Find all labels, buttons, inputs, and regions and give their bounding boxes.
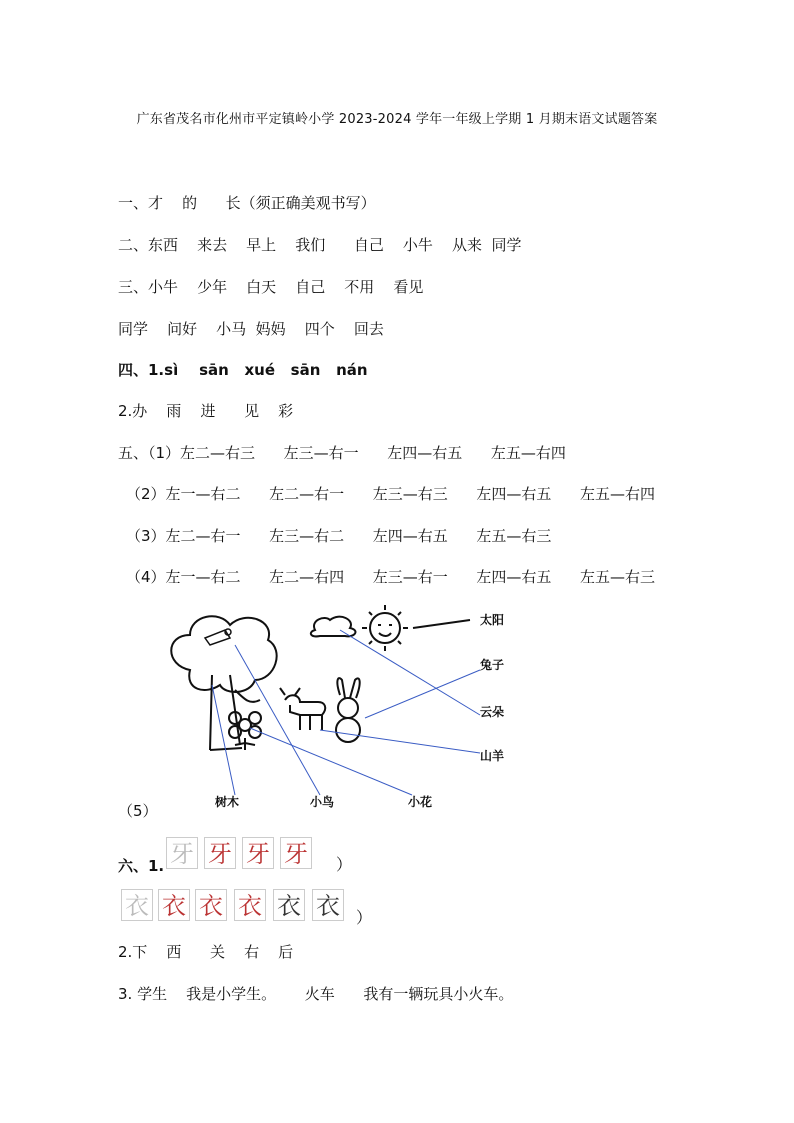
answer-section-3-cont: 同学 问好 小马 妈妈 四个 回去 <box>118 320 384 338</box>
sun-drawing <box>362 605 408 651</box>
page-title: 广东省茂名市化州市平定镇岭小学 2023-2024 学年一年级上学期 1 月期末语文试题答案 <box>136 112 658 127</box>
stroke-ya-1: 牙 <box>166 837 198 869</box>
stroke-ya-4: 牙 <box>280 837 312 869</box>
label-bird: 小鸟 <box>310 795 335 809</box>
label-sun: 太阳 <box>480 613 505 627</box>
stroke-yi-5: 衣 <box>273 889 305 921</box>
stroke-ya-3: 牙 <box>242 837 274 869</box>
answer-section-4-2: 2.办 雨 进 见 彩 <box>118 402 294 420</box>
goat-drawing <box>280 688 325 730</box>
answer-section-1: 一、才 的 长（须正确美观书写） <box>118 194 376 212</box>
answer-section-5-2: （2）左一—右二 左二—右一 左三—右三 左四—右五 左五—右四 <box>126 485 655 503</box>
label-goat: 山羊 <box>480 749 505 763</box>
answer-section-5-1: 五、（1）左二—右三 左三—右一 左四—右五 左五—右四 <box>118 444 566 462</box>
label-cloud: 云朵 <box>480 705 505 719</box>
stroke-yi-6: 衣 <box>312 889 344 921</box>
answer-section-5-3: （3）左二—右一 左三—右二 左四—右五 左五—右三 <box>126 527 552 545</box>
answer-section-2: 二、东西 来去 早上 我们 自己 小牛 从来 同学 <box>118 236 522 254</box>
label-flower: 小花 <box>408 795 433 809</box>
label-rabbit: 兔子 <box>480 658 505 672</box>
stroke-yi-2: 衣 <box>158 889 190 921</box>
answer-section-5-4: （4）左一—右二 左二—右四 左三—右一 左四—右五 左五—右三 <box>126 568 655 586</box>
stroke-ya-2: 牙 <box>204 837 236 869</box>
bracket-yi: ） <box>356 908 373 927</box>
answer-section-5-5: （5） <box>118 802 158 820</box>
label-tree: 树木 <box>215 795 240 809</box>
answer-section-6-1: 六、1. <box>118 857 165 875</box>
answer-section-6-2: 2.下 西 关 右 后 <box>118 943 294 961</box>
bird-drawing <box>205 629 231 645</box>
matching-picture <box>150 600 530 825</box>
answer-section-6-3: 3. 学生 我是小学生。 火车 我有一辆玩具小火车。 <box>118 985 514 1003</box>
answer-section-3: 三、小牛 少年 白天 自己 不用 看见 <box>118 278 424 296</box>
stroke-yi-3: 衣 <box>195 889 227 921</box>
bracket-ya: ） <box>336 855 353 874</box>
stroke-yi-1: 衣 <box>121 889 153 921</box>
matching-illustration <box>150 600 530 825</box>
cloud-drawing <box>311 617 356 637</box>
answer-section-4-pinyin: 四、1.sì sān xué sān nán <box>118 361 368 379</box>
stroke-yi-4: 衣 <box>234 889 266 921</box>
